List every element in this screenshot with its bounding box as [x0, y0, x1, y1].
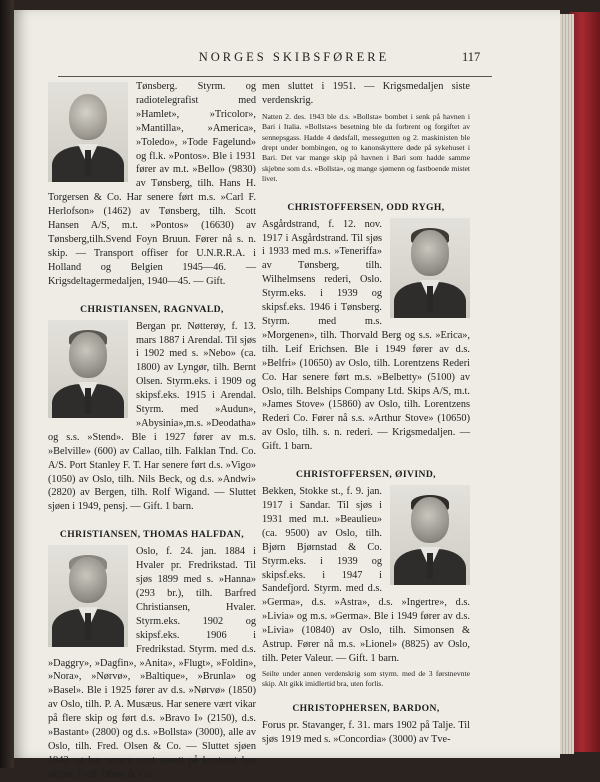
portrait-photo — [48, 82, 128, 182]
bio-entry — [262, 80, 470, 185]
bio-entry — [262, 201, 470, 454]
bio-entry — [262, 702, 470, 747]
right-column — [262, 80, 470, 746]
portrait-photo — [390, 218, 470, 318]
bio-entry — [48, 80, 256, 289]
left-column — [48, 80, 256, 782]
bio-name: CHRISTOPHERSEN, BARDON, — [292, 702, 440, 714]
page-edges — [560, 14, 574, 754]
bio-entry — [48, 303, 256, 515]
bio-text: men sluttet i 1951. — Krigsmedaljen siste verdenskrig. — [262, 81, 470, 106]
bio-name: CHRISTIANSEN, RAGNVALD, — [80, 303, 224, 315]
bio-name: CHRISTIANSEN, THOMAS HALFDAN, — [59, 529, 245, 541]
bio-text: Bekken, Stokke st., f. 9. jan. 1917 i Sandar. Til sjøs i 1931 med m.t. »Beaulieu» (ca. 9500) av Oslo, tilh. Bjørn Bjørnstad & Co. Styrm.eks. i 1939 og skipsf.eks. i 1947 i Sandefjord. Styrm. med d.s. »Germa», d.s. »Astra», d.s. »Ingertre», d.s. »Livia» og m.s. »Germa». Ble i 1949 fører av d.s. »Livia» (10840) av Oslo, tilh. Simonsen & Astrup. Fører nå m.s. »Lionel» (8825) av Oslo, tilh. Peter Valeur. — Gift. 1 barn. — [262, 486, 470, 664]
bio-name: CHRISTOFFERSEN, ODD RYGH, — [287, 201, 445, 213]
bio-note: Seilte under annen verdenskrig som styrm. med de 3 førstnevnte skip. Alt gikk imidlertid bra, uten forlis. — [262, 668, 470, 689]
bio-name: CHRISTOFFERSEN, ØIVIND, — [296, 469, 436, 481]
bio-note: Natten 2. des. 1943 ble d.s. »Bollsta» bombet i senk på havnen i Bari i Italia. »Bollsta»s besetning ble da forbrent og forgiftet av sennepsgass. Hadde 4 dødsfall, messegutten og 2. maskinisten ble drept under bombingen, og to kanonskyttere døde på sykehuset i Bari. Det var mange skip på havnen i Bari som hadde samme skjebne som d.s. »Bollsta», og mange sjømenn og fastboende mistet livet. — [262, 111, 470, 184]
book-page — [14, 10, 560, 780]
book-spine — [0, 0, 14, 768]
bio-text: Asgårdstrand, f. 12. nov. 1917 i Asgårdstrand. Til sjøs i 1933 med m.s. »Teneriffa» av Tønsberg, tilh. Wilhelmsens rederi, Oslo. Styrm.eks. i 1939 og skipsf.eks. 1946 i Tønsberg. Styrm. med m.s. »Morgenen», tilh. Thorvald Berg og s.s. »Erica», tilh. Leif Erichsen. Ble i 1949 fører av d.s. »Belfri» (10650) av Oslo, tilh. Lorentzens Rederi Co. Har senere ført m.s. »Belbetty» (5100) av Oslo, tilh. Belships Company Ltd. Skips A/S, m.t. »James Stove» (15860) av Oslo, tilh. Lorentzens Rederi Co. Fører nå s.s. »Arthur Stove» (10650) av Oslo, tilh. s. n. rederi. — Krigsmedaljen. — Gift. 1 barn. — [262, 218, 470, 453]
portrait-photo — [390, 485, 470, 585]
portrait-photo — [48, 545, 128, 647]
bio-text: Oslo, f. 24. jan. 1884 i Hvaler pr. Fredrikstad. Til sjøs 1899 med s. »Hanna» (293 br.), tilh. Barfred Christiansen, Hvaler. Styrm.eks. 1902 og skipsf.eks. 1906 i Fredrikstad. Styrm. med d.s. »Daggry», »Dagfin», »Anita», »Flugt», »Foldin», »Nora», »Nørvø», »Baltique», »Brunla» og »Basel». Ble i 1925 fører av d.s. »Nørvø» (1850) av Oslo, tilh. P. A. Musæus. Har senere vært vikar på flere skip og ført d.s. »Bravo I» (2150), d.s. »Bastant» (2800) og d.s. »Bollsta» (3000), alle av Oslo, tilh. Fred. Olsen & Co. — Sluttet sjøen 1943 og har senere vært ansatt på kontoret hos skipsr. Fred. Olsen & Co., — [48, 546, 256, 780]
page-number: 117 — [462, 50, 481, 64]
header-rule — [58, 76, 492, 77]
bio-entry — [48, 528, 256, 781]
portrait-photo — [48, 320, 128, 418]
bio-entry — [262, 468, 470, 690]
bio-text: Forus pr. Stavanger, f. 31. mars 1902 på Talje. Til sjøs 1919 med s. »Concordia» (3000) av Tve- — [262, 719, 470, 745]
running-header: NORGES SKIBSFØRERE — [198, 50, 390, 64]
book-cover-edge — [570, 12, 600, 752]
bio-text: Tønsberg. Styrm. og radiotelegrafist med »Hamlet», »Tricolor», »Mantilla», »America», »Toledo», »Tode Fagelund» og fl.k. »Pontos». Ble i 1931 fører av m.t. »Bello» (9830) av Tønsberg, tilh. Hans H. Torgersen & Co. Har senere ført m.s. »Carl F. Herlofson» (1462) av Tønsberg, tilh. Scott Hansen A/S, m.t. »Pontos» (16630) av Tønsberg,tilh.Svend Foyn Bruun. Fører nå s. n. skip. — Transport offiser for U.N.R.R.A. i Holland og Belgien 1945—46. — Krigsdeltagermedaljen, 1940—45. — Gift. — [48, 81, 256, 287]
bio-text: Bergan pr. Nøtterøy, f. 13. mars 1887 i Arendal. Til sjøs i 1902 med s. »Nebo» (ca. 1800) av Lyngør, tilh. Bernt Olsen. Styrm.eks. i 1909 og skipsf.eks. 1915 i Arendal. Styrm. med »Audun», »Abysinia»,m.s. »Deodatha» og s.s. »Stend». Ble i 1927 fører av m.s. »Belville» (600) av Callao, tilh. Falklan Tnd. Co. A/S. Port Stanley F. T. Har senere ført d.s. »Vigo» (1050) av Oslo, tilh. Nils Beck, og d.s. »Andwi» (2820) av Bergen, tilh. Rolf Wigand. — Sluttet sjøen i 1949, pensj. — Gift. 1 barn. — [48, 320, 256, 513]
